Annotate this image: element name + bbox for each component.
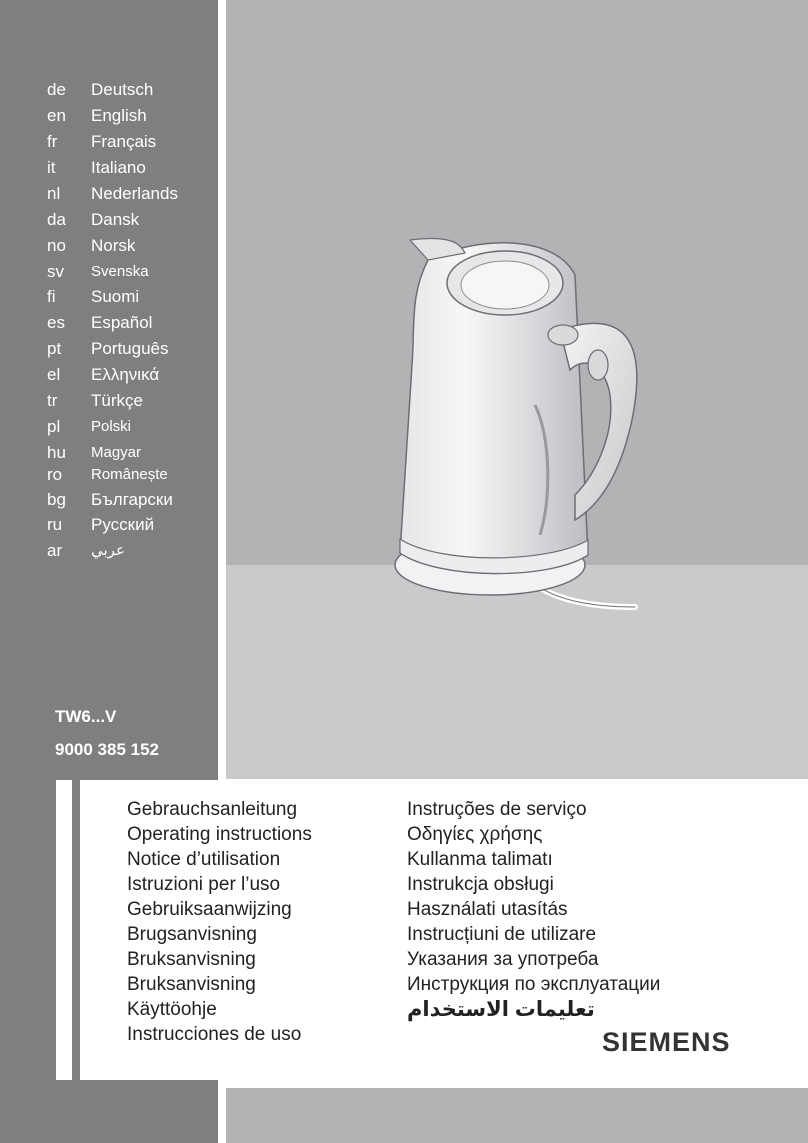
manual-title: Указания за употреба [407,949,599,970]
language-code: fi [47,287,56,306]
language-name: English [91,106,147,125]
language-code: nl [47,184,61,203]
bottom-grey-strip [226,1088,808,1143]
language-code: bg [47,490,66,509]
language-code: da [47,210,66,229]
language-code: ar [47,541,63,560]
language-name: Norsk [91,236,136,255]
language-name: Español [91,313,153,332]
manual-title: Инструкция по эксплуатации [407,974,661,995]
model-name: TW6...V [55,707,117,726]
manual-title: Használati utasítás [407,899,568,920]
language-name: Português [91,339,169,358]
manual-title: Instruções de serviço [407,799,587,820]
manual-title: Gebruiksaanwijzing [127,899,292,920]
manual-title: Käyttöohje [127,999,217,1020]
power-switch [588,350,608,380]
manual-title: تعليمات الاستخدام [407,998,595,1021]
language-name: Ελληνικά [91,365,160,384]
manual-title: Gebrauchsanleitung [127,799,298,820]
language-name: Nederlands [91,184,178,203]
manual-title: Brugsanvisning [127,924,257,945]
language-name: Русский [91,515,155,534]
model-number: 9000 385 152 [55,740,159,759]
language-name: Românește [91,466,168,483]
language-name: Polski [91,418,132,435]
manual-title: Instrucțiuni de utilizare [407,924,597,945]
manual-title: Instrukcja obsługi [407,874,554,895]
language-code: el [47,365,61,384]
accent-bar [56,780,72,1080]
manual-title: Operating instructions [127,824,312,845]
language-code: pt [47,339,62,358]
language-code: it [47,158,56,177]
manual-title: Οδηγίες χρήσης [407,824,543,845]
language-code: ru [47,515,63,534]
language-code: fr [47,132,58,151]
language-name: Italiano [91,158,146,177]
language-name: Magyar [91,444,142,461]
manual-title: Bruksanvisning [127,974,256,995]
language-code: sv [47,262,64,281]
language-name: Français [91,132,157,151]
language-name: Български [91,490,173,509]
manual-titles-left [127,797,312,1047]
language-code: tr [47,391,58,410]
language-name: Svenska [91,263,149,280]
language-name: عربي [91,542,125,559]
kettle-illustration [370,235,670,620]
language-code: en [47,106,66,125]
lid-release-button [548,325,578,345]
brand-logo: SIEMENS [602,1027,731,1057]
language-name: Deutsch [91,80,154,99]
language-name: Dansk [91,210,140,229]
language-code: es [47,313,65,332]
language-code: de [47,80,66,99]
manual-title: Istruzioni per l’uso [127,874,281,895]
language-code: hu [47,443,66,462]
language-code: pl [47,417,61,436]
manual-title: Notice d’utilisation [127,849,281,870]
language-name: Suomi [91,287,140,306]
manual-titles-right [407,797,660,1022]
language-code: ro [47,465,63,484]
manual-title: Kullanma talimatı [407,849,553,870]
manual-title: Instrucciones de uso [127,1024,302,1045]
language-name: Türkçe [91,391,143,410]
manual-title: Bruksanvisning [127,949,256,970]
language-code: no [47,236,66,255]
